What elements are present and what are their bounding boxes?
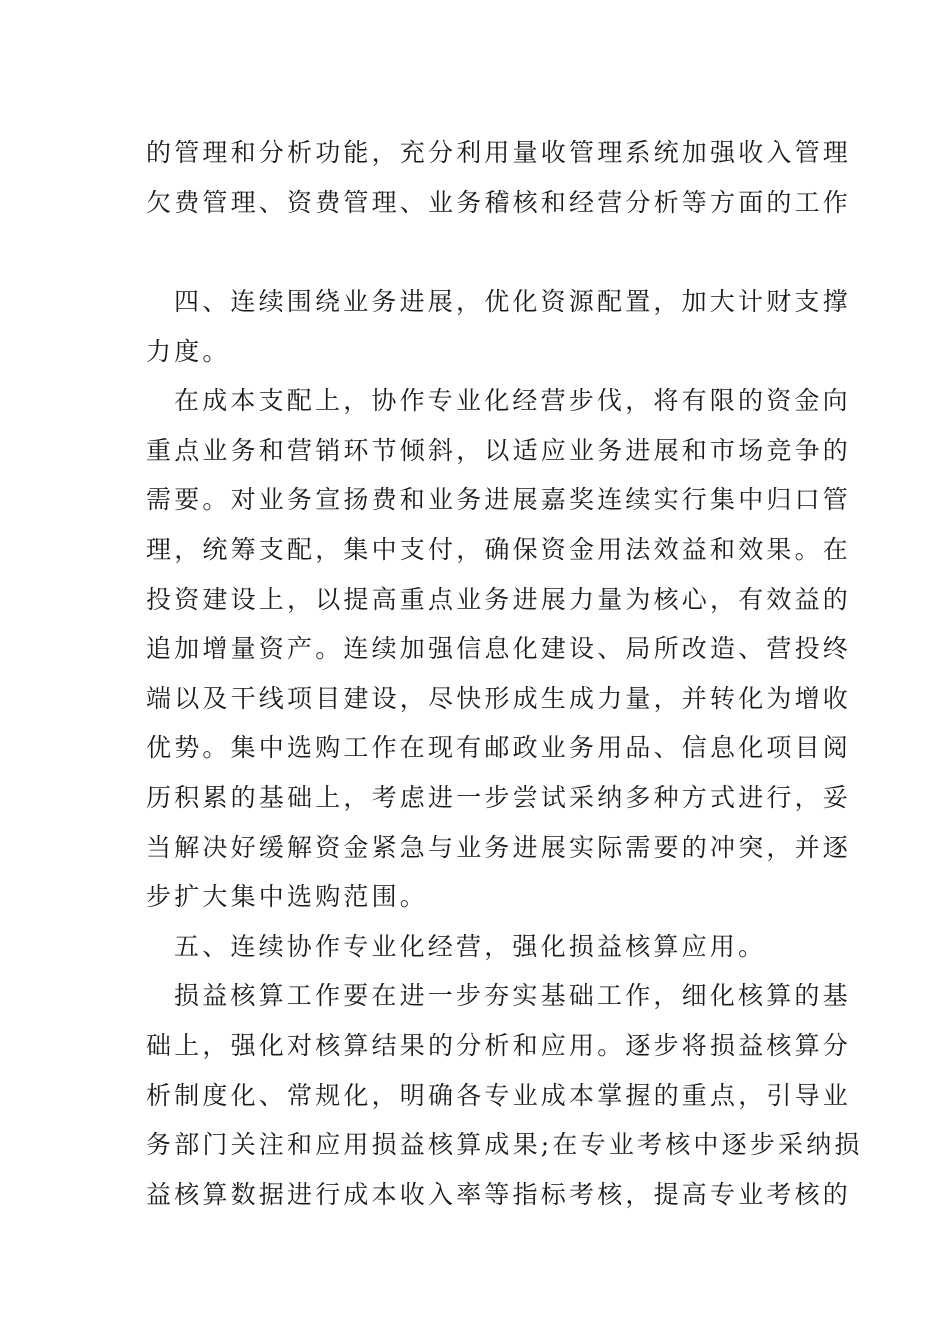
text-line: 在成本支配上，协作专业化经营步伐，将有限的资金向 — [174, 386, 851, 416]
text-line: 优势。集中选购工作在现有邮政业务用品、信息化项目阅 — [146, 733, 852, 763]
text-line: 需要。对业务宣扬费和业务进展嘉奖连续实行集中归口管 — [146, 485, 852, 515]
text-line: 益核算数据进行成本收入率等指标考核，提高专业考核的 — [146, 1179, 852, 1209]
text-line: 追加增量资产。连续加强信息化建设、局所改造、营投终 — [146, 634, 852, 664]
text-line: 务部门关注和应用损益核算成果;在专业考核中逐步采纳损 — [146, 1130, 863, 1160]
text-line: 当解决好缓解资金紧急与业务进展实际需要的冲突，并逐 — [146, 832, 852, 862]
section-heading-five: 五、连续协作专业化经营，强化损益核算应用。 — [174, 931, 767, 961]
document-body — [146, 277, 863, 1219]
text-line: 的管理和分析功能，充分利用量收管理系统加强收入管理 — [146, 138, 852, 167]
text-line: 损益核算工作要在进一步夯实基础工作，细化核算的基 — [174, 981, 851, 1011]
text-line: 础上，强化对核算结果的分析和应用。逐步将损益核算分 — [146, 1030, 852, 1060]
text-line: 理，统筹支配，集中支付，确保资金用法效益和效果。在 — [146, 534, 852, 564]
text-line: 端以及干线项目建设，尽快形成生成力量，并转化为增收 — [146, 683, 852, 713]
text-line: 历积累的基础上，考虑进一步尝试采纳多种方式进行，妥 — [146, 782, 852, 812]
text-line: 重点业务和营销环节倾斜，以适应业务进展和市场竞争的 — [146, 435, 852, 465]
text-line: 投资建设上，以提高重点业务进展力量为核心，有效益的 — [146, 584, 852, 614]
text-line: 欠费管理、资费管理、业务稽核和经营分析等方面的工作 — [146, 187, 852, 217]
text-line: 力度。 — [146, 336, 231, 366]
paragraph-management-function — [146, 128, 852, 227]
text-line: 析制度化、常规化，明确各专业成本掌握的重点，引导业 — [146, 1080, 852, 1110]
section-heading-four: 四、连续围绕业务进展，优化资源配置，加大计财支撑 — [174, 287, 851, 316]
text-line: 步扩大集中选购范围。 — [146, 882, 429, 912]
